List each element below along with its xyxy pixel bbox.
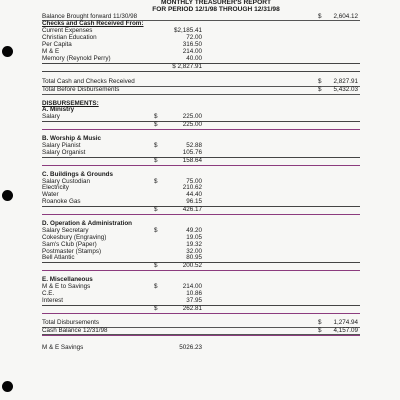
section-total-row	[42, 121, 360, 129]
receipts-list	[42, 28, 360, 62]
amount-value: 1,274.94	[333, 318, 358, 326]
currency-sign: $	[154, 262, 158, 270]
amount-value: 44.40	[186, 191, 202, 199]
amount-value: 5,432.03	[333, 85, 358, 93]
final-totals	[42, 320, 360, 336]
disbursement-label: Salary Custodian	[42, 177, 90, 185]
disbursement-label: Salary Pianist	[42, 141, 81, 149]
amount-value: 4,157.09	[333, 326, 358, 334]
currency-sign: $	[154, 177, 158, 185]
currency-sign: $	[154, 113, 158, 121]
amount-value: 210.62	[182, 184, 202, 192]
amount-value: 19.05	[186, 233, 202, 241]
balance-forward-row: Balance Brought forward 11/30/98 $ 2,604.12	[42, 12, 358, 20]
section-total-row	[42, 305, 360, 313]
section-title: C. Buildings & Grounds	[42, 170, 114, 178]
report-title: MONTHLY TREASURER'S REPORT FOR PERIOD 12/1/98 THROUGH 12/31/98	[152, 0, 280, 13]
disbursement-label: Postmaster (Stamps)	[42, 247, 102, 255]
amount-value: 37.95	[186, 296, 202, 304]
amount-value: 225.00	[182, 113, 202, 121]
disbursements-heading: DISBURSEMENTS:	[42, 99, 99, 107]
treasurer-report	[42, 0, 360, 352]
amount-value: 32.00	[186, 247, 202, 255]
section-total: 158.64	[182, 156, 202, 164]
currency-sign: $	[154, 156, 158, 164]
punch-hole	[2, 46, 13, 57]
receipt-label: Christian Education	[42, 34, 97, 42]
disbursement-label: Roanoke Gas	[42, 198, 81, 206]
receipt-amount: 40.00	[186, 54, 202, 62]
disbursement-label: Salary	[42, 113, 60, 121]
receipt-label: Current Expenses	[42, 27, 93, 35]
amount-value: 96.15	[186, 198, 202, 206]
receipt-amount: 214.00	[182, 48, 202, 56]
amount-value: 75.00	[186, 177, 202, 185]
receipt-amount: 316.50	[182, 41, 202, 49]
currency-sign: $	[154, 121, 158, 129]
currency-sign: $	[154, 226, 158, 234]
disbursement-label: Cokesbury (Engraving)	[42, 233, 107, 241]
total-label: Total Cash and Checks Received	[42, 77, 135, 85]
currency-sign: $	[154, 141, 158, 149]
amount-value: 80.95	[186, 254, 202, 262]
disbursement-sections	[42, 107, 360, 319]
section-total-row	[42, 206, 360, 214]
currency-sign: $	[154, 304, 158, 312]
final-total-row	[42, 328, 360, 336]
amount-value: 105.76	[182, 148, 202, 156]
section-total: 225.00	[182, 121, 202, 129]
receipt-label: Memory (Reynold Perry)	[42, 54, 111, 62]
savings-row: M & E Savings 5026.23	[42, 344, 202, 352]
currency-sign: $	[154, 206, 158, 214]
disbursement-label: Salary Organist	[42, 148, 86, 156]
punch-hole	[2, 190, 13, 201]
section-title: A. Ministry	[42, 106, 75, 114]
disbursement-label: Water	[42, 191, 59, 199]
disbursement-row	[42, 255, 360, 262]
disbursement-label: C.E.	[42, 289, 55, 297]
section-title: E. Miscellaneous	[42, 276, 93, 284]
amount-value: 52.88	[186, 141, 202, 149]
section-total-row	[42, 262, 360, 270]
disbursement-label: Electricity	[42, 184, 69, 192]
section-total: 262.81	[182, 304, 202, 312]
currency-sign: $	[318, 85, 322, 93]
section-title: D. Operation & Administration	[42, 219, 133, 227]
punch-hole	[2, 381, 13, 392]
total-label: Total Before Disbursements	[42, 85, 120, 93]
receipts-subtotal-row: $ 2,827.91	[42, 63, 360, 71]
currency-sign: $	[318, 77, 322, 85]
section-total-row	[42, 157, 360, 165]
receipt-amount: $2,185.41	[173, 27, 202, 35]
disbursement-label: Bell Atlantic	[42, 254, 75, 262]
amount-value: 2,827.91	[333, 77, 358, 85]
final-label: Cash Balance 12/31/98	[42, 326, 108, 334]
total-row	[42, 87, 360, 95]
receipt-label: M & E	[42, 48, 60, 56]
section-total: 200.52	[182, 262, 202, 270]
disbursement-row	[42, 150, 360, 157]
section-total: 426.17	[182, 206, 202, 214]
amount-value: 10.86	[186, 289, 202, 297]
receipt-row	[42, 56, 360, 63]
disbursement-label: Interest	[42, 296, 63, 304]
disbursement-row	[42, 114, 360, 121]
receipt-amount: 72.00	[186, 34, 202, 42]
final-label: Total Disbursements	[42, 318, 100, 326]
section-title: B. Worship & Music	[42, 135, 102, 143]
disbursement-label: Sam's Club (Paper)	[42, 240, 97, 248]
currency-sign: $	[318, 326, 322, 334]
amount-value: 19.32	[186, 240, 202, 248]
totals-top	[42, 79, 360, 95]
receipts-heading: Checks and Cash Received From:	[42, 20, 144, 28]
amount-value: 214.00	[182, 283, 202, 291]
disbursement-row	[42, 298, 360, 305]
disbursement-label: M & E to Savings	[42, 283, 91, 291]
receipt-label: Per Capita	[42, 41, 72, 49]
disbursement-row	[42, 199, 360, 206]
currency-sign: $	[154, 283, 158, 291]
amount-value: 49.20	[186, 226, 202, 234]
currency-sign: $	[318, 318, 322, 326]
disbursement-label: Salary Secretary	[42, 226, 89, 234]
